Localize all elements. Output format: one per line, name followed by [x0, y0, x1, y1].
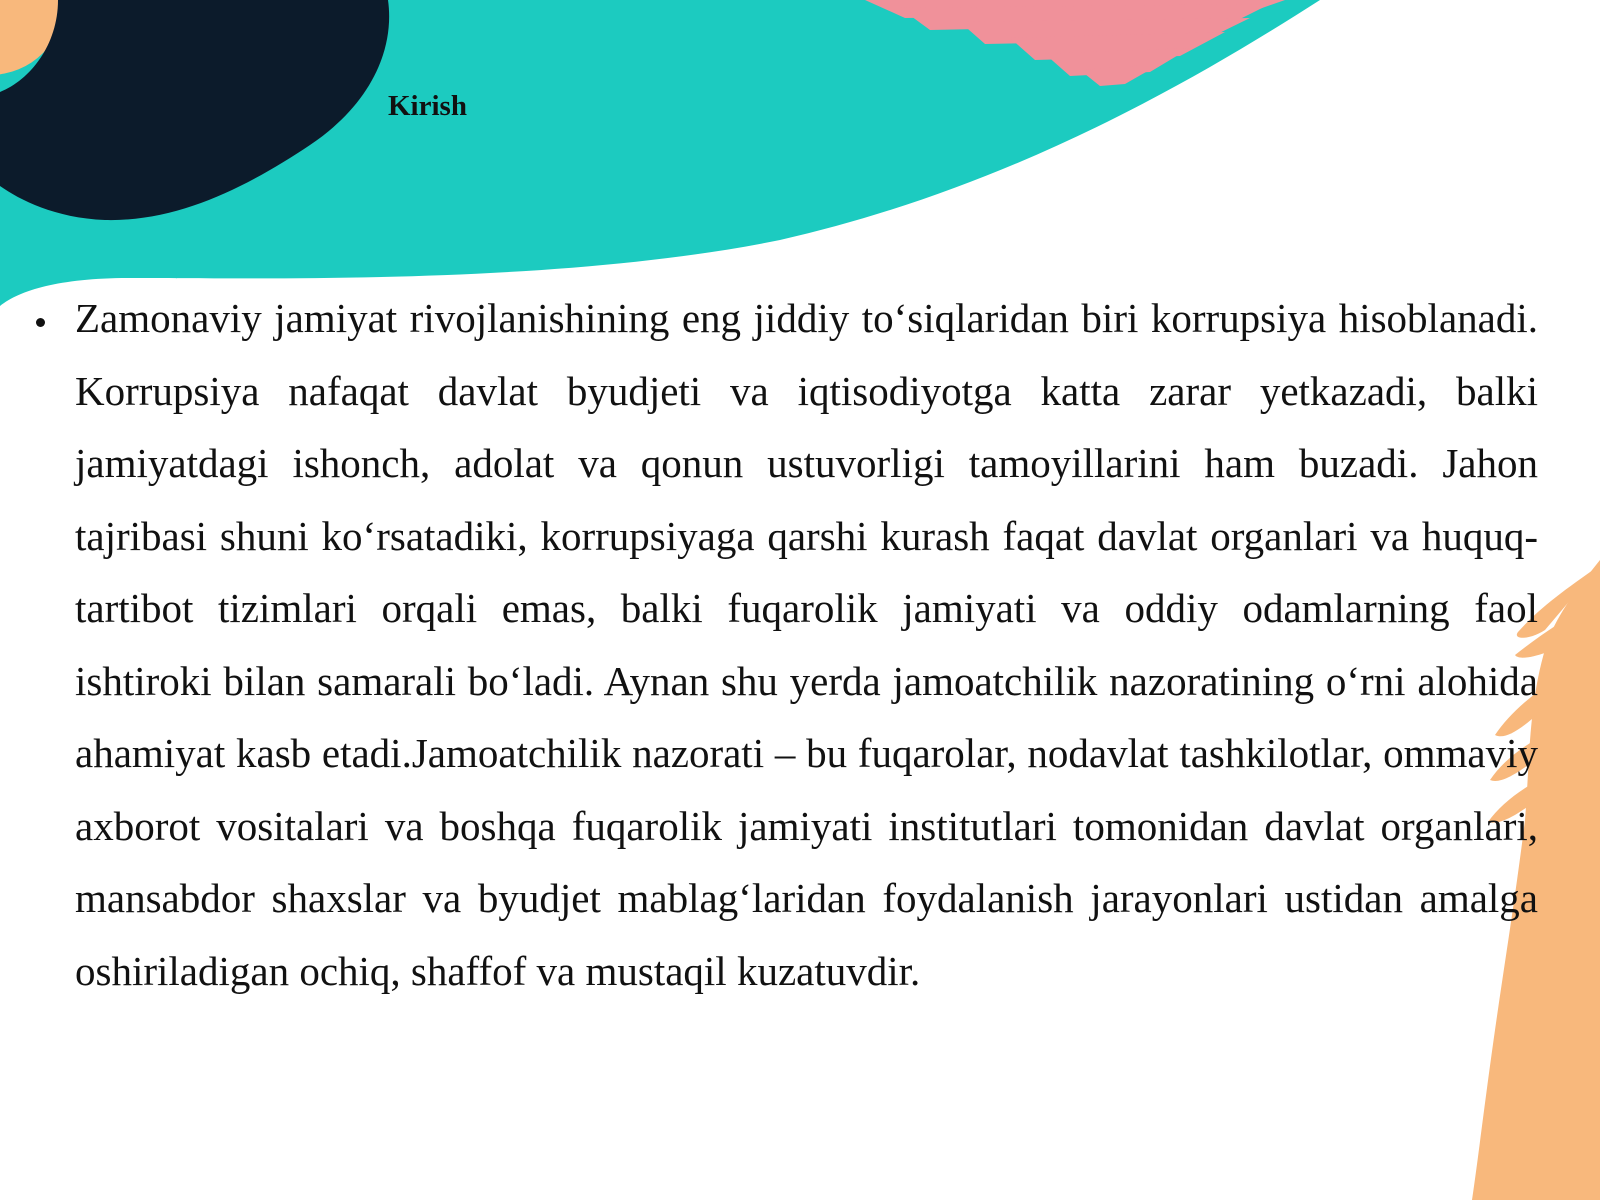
- slide-title: Kirish: [388, 90, 467, 122]
- body-paragraph: Zamonaviy jamiyat rivojlanishining eng jiddiy to‘siqlaridan biri korrupsiya hisoblanadi. Korrupsiya nafaqat davlat byudjeti va iqtisodiyotga katta zarar yetkazadi, balki jamiyatdagi ishonch, adolat va qonun ustuvorligi tamoyillarini ham buzadi. Jahon tajribasi shuni ko‘rsatadiki, korrupsiyaga qarshi kurash faqat davlat organlari va huquq-tartibot tizimlari orqali emas, balki fuqarolik jamiyati va oddiy odamlarning faol ishtiroki bilan samarali bo‘ladi. Aynan shu yerda jamoatchilik nazoratining o‘rni alohida ahamiyat kasb etadi.Jamoatchilik nazorati – bu fuqarolar, nodavlat tashkilotlar, ommaviy axborot vositalari va boshqa fuqarolik jamiyati institutlari tomonidan davlat organlari, mansabdor shaxslar va byudjet mablag‘laridan foydalanish jarayonlari ustidan amalga oshiriladigan ochiq, shaffof va mustaqil kuzatuvdir.: [75, 295, 1538, 994]
- bullet-list: [30, 282, 1538, 1007]
- bullet-item: [30, 282, 1538, 1007]
- bullet-dot-icon: [36, 318, 45, 327]
